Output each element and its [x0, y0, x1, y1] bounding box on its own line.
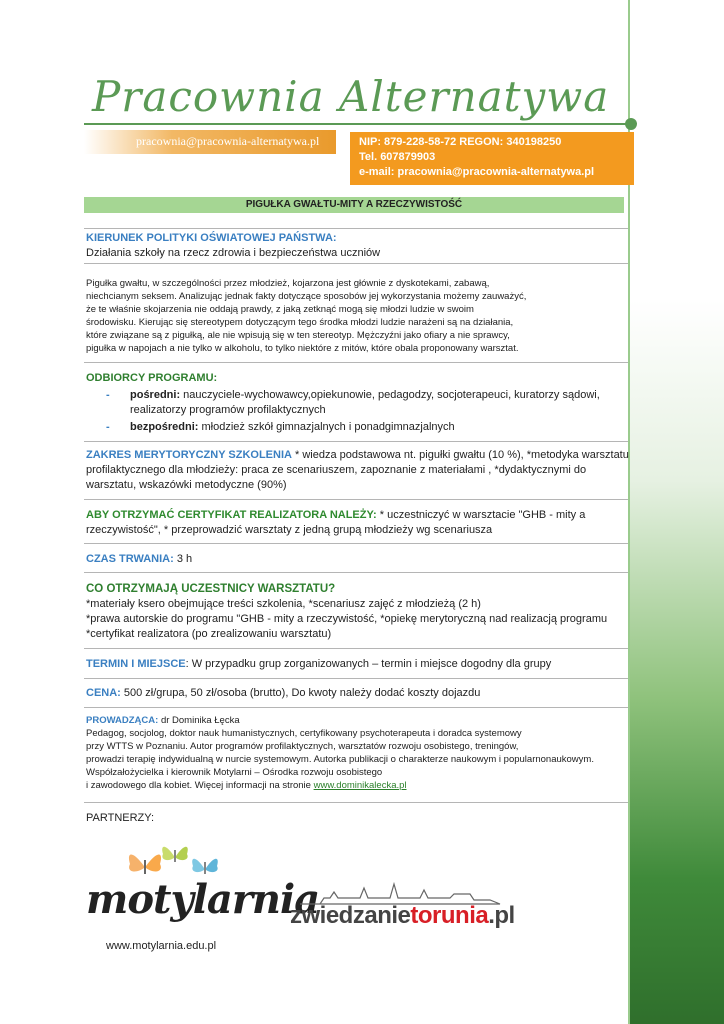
- policy-label: KIERUNEK POLITYKI OŚWIATOWEJ PAŃSTWA:: [86, 232, 337, 244]
- email-strip-text: pracownia@pracownia-alternatywa.pl: [136, 134, 320, 148]
- motylarnia-logo: [86, 838, 320, 933]
- recipient-indirect-text: [130, 388, 600, 402]
- separator: [84, 707, 628, 708]
- separator: [84, 543, 628, 544]
- separator: [84, 678, 628, 679]
- lead-line: prowadzi terapię indywidualną w nurcie systemowym. Autorka publikacji o charakterze naukowym i popularnonaukowym.: [86, 754, 594, 765]
- lead-line: Pedagog, socjolog, doktor nauk humanistycznych, certyfikowany psychoterapeuta i doradca systemowy: [86, 728, 522, 739]
- intro-line: Pigułka gwałtu, w szczególności przez młodzież, kojarzona jest głównie z dyskotekami, zabawą,: [86, 278, 490, 289]
- contact-email: e-mail: pracownia@pracownia-alternatywa.pl: [359, 166, 595, 178]
- recipients-label: ODBIORCY PROGRAMU:: [86, 372, 218, 384]
- zw-part-a: zwiedzanie: [290, 902, 411, 929]
- lead-line: Współzałożycielka i kierownik Motylarni – Ośrodka rozwoju osobistego: [86, 767, 383, 778]
- email-strip: [84, 130, 336, 154]
- term-text: : W przypadku grup zorganizowanych – termin i miejsce dogodny dla grupy: [185, 658, 552, 670]
- price-text: 500 zł/grupa, 50 zł/osoba (brutto), Do kwoty należy dodać koszty dojazdu: [120, 687, 481, 699]
- receive-section: [86, 582, 607, 642]
- lead-label: PROWADZĄCA:: [86, 715, 159, 726]
- receive-line: *certyfikat realizatora (po zrealizowaniu warsztatu): [86, 628, 332, 640]
- receive-line: *prawa autorskie do programu "GHB - mity a rzeczywistość, *opiekę merytoryczną nad realizacją programu: [86, 613, 608, 625]
- zwiedzanie-torunia-logo: [290, 880, 540, 940]
- logo-underline: [84, 123, 632, 125]
- intro-paragraph: [86, 277, 526, 355]
- intro-line: które związane są z pigułką, ale nie wpisują się w ten stereotyp. Mężczyźni jako ofiary a nie sprawcy,: [86, 330, 510, 341]
- separator: [84, 228, 628, 229]
- receive-line: *materiały ksero obejmujące treści szkolenia, *scenariusz zajęć z młodzieżą (2 h): [86, 598, 481, 610]
- duration-value: 3 h: [173, 553, 193, 565]
- term-section: [86, 657, 551, 672]
- lead-section: [86, 714, 594, 792]
- recipient-direct-text: [130, 420, 455, 434]
- certificate-section: [86, 508, 585, 538]
- policy-text: Działania szkoły na rzecz zdrowia i bezpieczeństwa uczniów: [86, 247, 381, 259]
- duration-label: CZAS TRWANIA:: [86, 553, 174, 565]
- motylarnia-wordmark: motylarnia: [86, 876, 320, 923]
- price-section: [86, 686, 480, 701]
- logo: Pracownia Alternatywa: [92, 72, 610, 121]
- certificate-label: ABY OTRZYMAĆ CERTYFIKAT REALIZATORA NALEŻY:: [86, 509, 377, 521]
- certificate-line: * uczestniczyć w warsztacie "GHB - mity a: [376, 509, 586, 521]
- intro-line: że te właśnie skojarzenia nie oddają prawdy, z jaką zetknąć mogą się młodzi ludzie w swoim: [86, 304, 474, 315]
- lead-name: dr Dominika Łęcka: [158, 715, 240, 726]
- separator: [84, 802, 628, 803]
- separator: [84, 499, 628, 500]
- website-link[interactable]: www.dominikalecka.pl: [313, 780, 407, 791]
- scope-label: ZAKRES MERYTORYCZNY SZKOLENIA: [86, 449, 292, 461]
- separator: [84, 362, 628, 363]
- intro-line: niechcianym seksem. Analizując jednak fakty dotyczące sposobów jej wykorzystania możemy zauważyć,: [86, 291, 527, 302]
- butterfly-blue-icon: [192, 859, 218, 874]
- receive-label: CO OTRZYMAJĄ UCZESTNICY WARSZTATU?: [86, 583, 336, 595]
- zw-part-b: torunia: [410, 902, 489, 929]
- scope-line: * wiedza podstawowa nt. pigułki gwałtu (10 %), *metodyka warsztatu: [291, 449, 629, 461]
- scope-line: warsztatu, wskazówki metodyczne (90%): [86, 479, 287, 491]
- butterfly-green-icon: [162, 847, 188, 862]
- zwiedzanie-torunia-wordmark: [290, 902, 515, 930]
- certificate-line: rzeczywistość", * przeprowadzić warsztaty z jedną grupą młodzieży wg scenariusza: [86, 524, 493, 536]
- scope-line: profilaktycznego dla młodzieży: praca ze scenariuszem, zapoznanie z materiałami , *dydaktycznymi do: [86, 464, 587, 476]
- recipient-direct-value: młodzież szkół gimnazjalnych i ponadgimnazjalnych: [198, 421, 455, 433]
- term-label: TERMIN I MIEJSCE: [86, 658, 186, 670]
- recipient-indirect-cont: realizatorzy programów profilaktycznych: [130, 404, 326, 416]
- separator: [84, 441, 628, 442]
- butterfly-orange-icon: [129, 854, 161, 874]
- partners-label: PARTNERZY:: [86, 812, 155, 824]
- recipient-direct-label: bezpośredni:: [130, 421, 199, 433]
- contact-nip: NIP: 879-228-58-72 REGON: 340198250: [359, 136, 562, 148]
- separator: [84, 263, 628, 264]
- lead-line: i zawodowego dla kobiet. Więcej informacji na stronie: [86, 780, 314, 791]
- contact-tel: Tel. 607879903: [359, 151, 436, 163]
- bullet-dash: -: [106, 389, 110, 401]
- duration-section: [86, 552, 192, 567]
- bullet-dash: -: [106, 421, 110, 433]
- scope-section: [86, 448, 629, 493]
- policy-section: [86, 231, 380, 261]
- side-gradient-bar: [630, 300, 724, 1024]
- lead-line: przy WTTS w Poznaniu. Autor programów profilaktycznych, warsztatów rozwoju osobistego, treningów,: [86, 741, 519, 752]
- motylarnia-url: www.motylarnia.edu.pl: [106, 940, 217, 952]
- contact-box: [350, 132, 634, 185]
- separator: [84, 648, 628, 649]
- price-label: CENA:: [86, 687, 121, 699]
- logo-dot: [625, 118, 637, 130]
- recipient-indirect-label: pośredni:: [130, 389, 181, 401]
- intro-line: środowisku. Kierując się stereotypem dotyczącym tego środka młodzi ludzie narażeni są na działania,: [86, 317, 514, 328]
- zw-part-c: .pl: [488, 902, 515, 929]
- separator: [84, 572, 628, 573]
- recipient-indirect-value: nauczyciele-wychowawcy,opiekunowie, pedagodzy, socjoterapeuci, kuratorzy sądowi,: [180, 389, 600, 401]
- intro-line: pigułka w napojach a nie tylko w alkoholu, to tylko niektóre z mitów, które obala proponowany warsztat.: [86, 343, 519, 354]
- document-title: PIGUŁKA GWAŁTU-MITY A RZECZYWISTOŚĆ: [84, 197, 624, 213]
